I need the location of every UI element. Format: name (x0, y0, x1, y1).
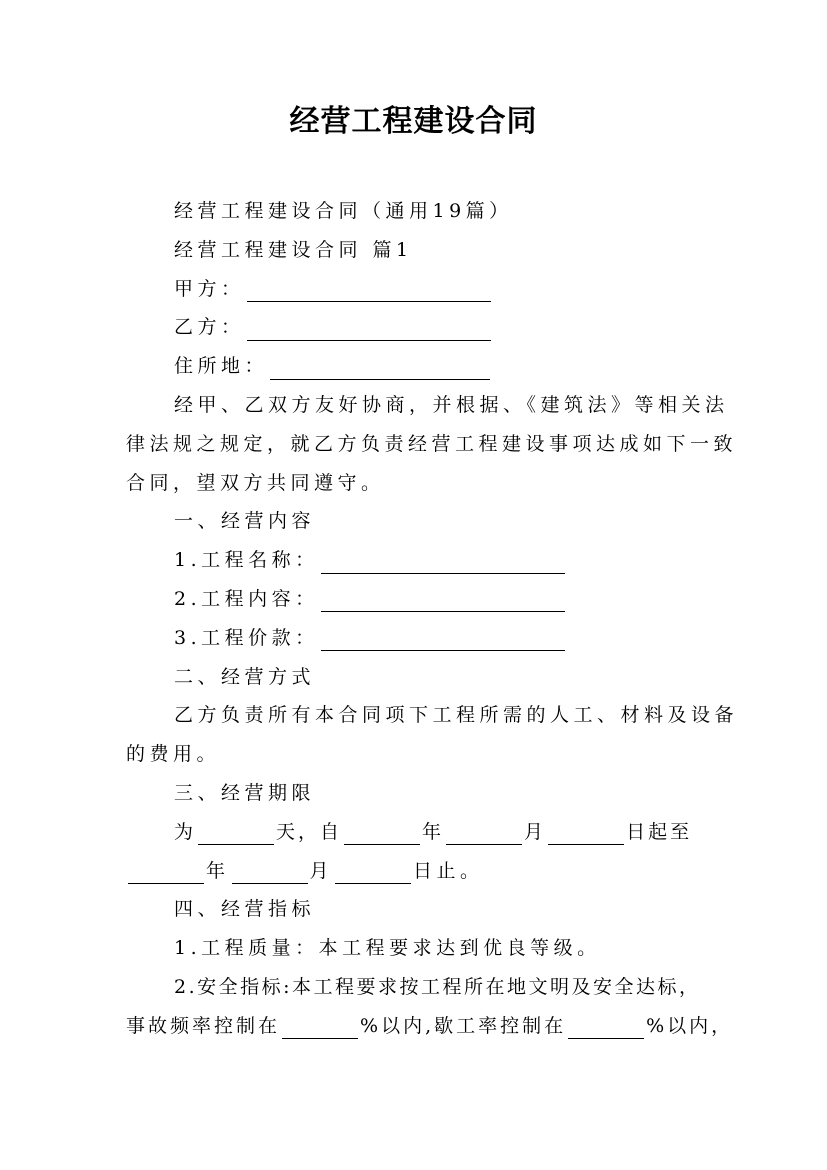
term-text: 日止。 (413, 859, 484, 882)
days-blank (198, 820, 274, 845)
party-a-blank (247, 277, 491, 302)
accident-rate-blank (282, 1014, 358, 1039)
address-line (126, 347, 704, 386)
term-text: 年 (206, 859, 230, 882)
project-price-line (126, 619, 704, 658)
section-heading: 一、经营内容 (174, 510, 316, 533)
rate-text: %以内， (646, 1014, 734, 1037)
paragraph-line: 1.工程质量：本工程要求达到优良等级。 (174, 937, 601, 960)
start-day-blank (548, 820, 624, 845)
term-text: 月 (309, 859, 334, 882)
address-blank (270, 355, 490, 380)
start-month-blank (446, 820, 522, 845)
project-content-blank (321, 587, 565, 612)
end-month-blank (232, 859, 308, 884)
end-year-blank (128, 859, 204, 884)
term-text: 年 (422, 820, 445, 843)
end-day-blank (335, 859, 411, 884)
project-name-label: 1.工程名称： (174, 549, 319, 572)
term-text: 为 (174, 820, 197, 843)
project-content-label: 2.工程内容： (174, 587, 319, 610)
paragraph-line: 的费用。 (126, 743, 221, 766)
project-name-line (126, 541, 704, 580)
address-label: 住所地： (174, 355, 269, 378)
rate-text: %以内,歇工率控制在 (360, 1014, 567, 1037)
rate-text: 事故频率控制在 (126, 1014, 281, 1037)
paragraph-line: 律法规之规定，就乙方负责经营工程建设事项达成如下一致 (126, 432, 738, 455)
term-text: 日起至 (626, 820, 693, 843)
rate-line (126, 1007, 734, 1046)
section-heading: 经营工程建设合同 篇1 (174, 238, 413, 261)
party-b-blank (247, 316, 491, 341)
project-content-line (126, 580, 704, 619)
term-text: 月 (524, 820, 547, 843)
party-b-line (126, 308, 704, 347)
party-a-label: 甲方： (174, 277, 245, 300)
project-name-blank (321, 549, 565, 574)
paragraph-line: 乙方负责所有本合同项下工程所需的人工、材料及设备 (174, 704, 739, 727)
party-a-line (126, 270, 704, 309)
section-heading: 二、经营方式 (174, 665, 316, 688)
start-year-blank (344, 820, 420, 845)
paragraph-line: 2.安全指标:本工程要求按工程所在地文明及安全达标， (174, 975, 701, 998)
section-heading: 四、经营指标 (174, 898, 316, 921)
section-heading: 三、经营期限 (174, 781, 316, 804)
subtitle: 经营工程建设合同（通用19篇） (174, 200, 513, 222)
stoppage-rate-blank (568, 1014, 644, 1039)
party-b-label: 乙方： (174, 316, 245, 339)
document-title: 经营工程建设合同 (289, 104, 538, 139)
document-body (126, 192, 739, 1046)
project-price-blank (321, 626, 565, 651)
paragraph-line: 经甲、乙双方友好协商，并根据、《建筑法》等相关法 (174, 393, 729, 416)
paragraph-line: 合同，望双方共同遵守。 (126, 471, 385, 494)
project-price-label: 3.工程价款： (174, 626, 319, 649)
term-line-2 (126, 852, 704, 891)
term-line-1 (126, 813, 704, 852)
term-text: 天，自 (276, 820, 343, 843)
